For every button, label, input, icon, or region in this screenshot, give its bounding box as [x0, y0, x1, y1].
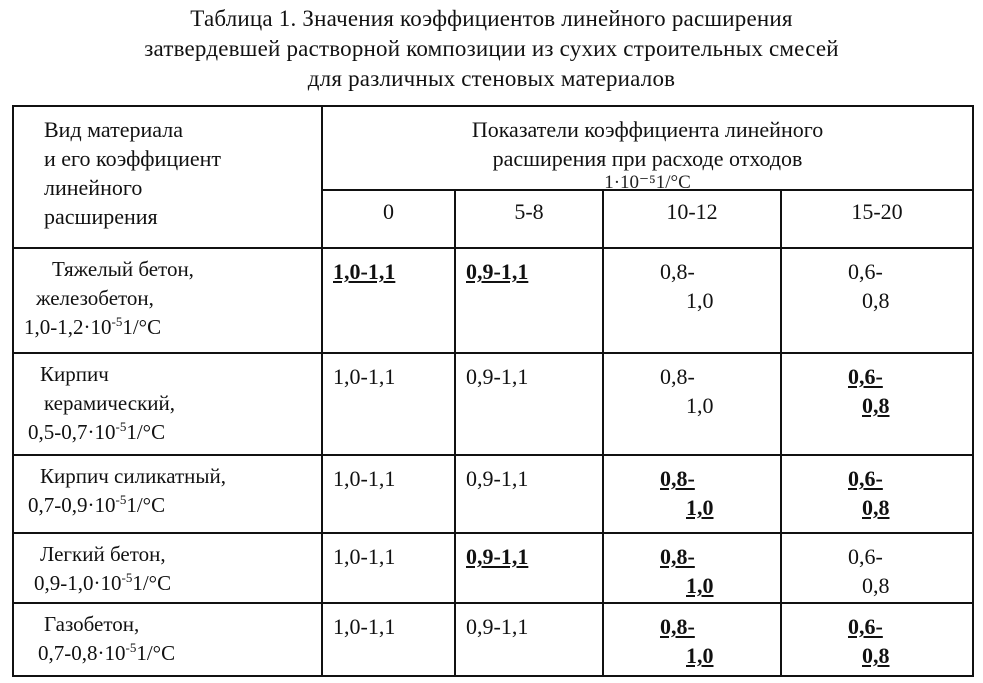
- value-cell: [322, 533, 455, 603]
- column-header-0: 0: [322, 190, 455, 248]
- material-name: Легкий бетон,: [40, 542, 166, 566]
- material-cell: [13, 353, 322, 455]
- value: 1,0: [686, 393, 714, 418]
- value: 0,8-: [660, 544, 695, 569]
- material-coefficient: $1,0-1,2\cdot 10^{-5}1/^\circ C$: [24, 314, 162, 339]
- value-cell: [603, 353, 781, 455]
- value: 0,6-: [848, 466, 883, 491]
- value-cell: [322, 603, 455, 676]
- value-cell: [781, 248, 973, 353]
- column-header-5-8: 5-8: [455, 190, 603, 248]
- value: 0,6-: [848, 364, 883, 389]
- material-coefficient: $0,7-0,9\cdot 10^{-5}1/^\circ C$: [28, 492, 166, 517]
- value-cell: [322, 248, 455, 353]
- value-cell: [455, 353, 603, 455]
- header-material-line: и его коэффициент: [44, 146, 222, 171]
- value: 0,8: [862, 573, 890, 598]
- value: 0,8-: [660, 364, 695, 389]
- value-cell: [455, 533, 603, 603]
- material-name: Газобетон,: [44, 612, 140, 636]
- header-group-line: расширения при расходе отходов: [492, 146, 803, 171]
- table-row: [13, 248, 973, 353]
- header-material: [13, 106, 322, 248]
- value: 1,0-1,1: [333, 259, 396, 284]
- value: 0,8-: [660, 259, 695, 284]
- coefficients-table: [12, 105, 974, 677]
- value: 0,8: [862, 393, 890, 418]
- table-row: [13, 455, 973, 533]
- value: 0,9-1,1: [466, 466, 529, 491]
- header-row-group: [13, 106, 973, 190]
- value: 0,9-1,1: [466, 259, 529, 284]
- value: 0,8: [862, 495, 890, 520]
- value: 0,8-: [660, 614, 695, 639]
- value: 0,9-1,1: [466, 364, 529, 389]
- value-cell: [781, 533, 973, 603]
- value: 0,8: [862, 288, 890, 313]
- value-cell: [455, 603, 603, 676]
- column-header-10-12: 10-12: [603, 190, 781, 248]
- header-material-line: расширения: [44, 204, 158, 229]
- value: 0,8: [862, 643, 890, 668]
- table-row: [13, 603, 973, 676]
- caption-line-3: для различных стеновых материалов: [307, 66, 676, 91]
- material-cell: [13, 455, 322, 533]
- column-header-15-20: 15-20: [781, 190, 973, 248]
- value: 0,8-: [660, 466, 695, 491]
- value-cell: [781, 455, 973, 533]
- material-coefficient: $0,5-0,7\cdot 10^{-5}1/^\circ C$: [28, 419, 166, 444]
- value: 0,9-1,1: [466, 614, 529, 639]
- value: 1,0-1,1: [333, 364, 396, 389]
- value-cell: [603, 248, 781, 353]
- header-group-unit: 1·10⁻⁵1/°C: [604, 172, 691, 193]
- value: 1,0: [686, 495, 714, 520]
- value: 1,0-1,1: [333, 466, 396, 491]
- material-name: железобетон,: [36, 286, 154, 310]
- table-row: [13, 533, 973, 603]
- value-cell: [781, 603, 973, 676]
- value: 1,0: [686, 288, 714, 313]
- material-name: Тяжелый бетон,: [52, 257, 194, 281]
- header-material-line: Вид материала: [44, 117, 183, 142]
- material-cell: [13, 248, 322, 353]
- value: 0,6-: [848, 259, 883, 284]
- value-cell: [603, 603, 781, 676]
- value-cell: [781, 353, 973, 455]
- value-cell: [455, 248, 603, 353]
- value-cell: [603, 533, 781, 603]
- caption-line-1: Таблица 1. Значения коэффициентов линейного расширения: [190, 6, 793, 31]
- material-cell: [13, 533, 322, 603]
- material-coefficient: $0,7-0,8\cdot 10^{-5}1/^\circ C$: [38, 640, 176, 665]
- header-material-line: линейного: [44, 175, 143, 200]
- header-coefficient-group: [322, 106, 973, 193]
- value: 0,6-: [848, 614, 883, 639]
- value: 1,0-1,1: [333, 544, 396, 569]
- value-cell: [455, 455, 603, 533]
- value: 1,0: [686, 643, 714, 668]
- value: 1,0-1,1: [333, 614, 396, 639]
- caption-line-2: затвердевшей растворной композиции из сухих строительных смесей: [144, 36, 839, 61]
- material-coefficient: $0,9-1,0\cdot 10^{-5}1/^\circ C$: [34, 570, 172, 595]
- value-cell: [603, 455, 781, 533]
- material-cell: [13, 603, 322, 676]
- material-name: керамический,: [44, 391, 176, 415]
- table-row: [13, 353, 973, 455]
- material-name: Кирпич силикатный,: [40, 464, 226, 488]
- value: 1,0: [686, 573, 714, 598]
- material-name: Кирпич: [40, 362, 109, 386]
- value-cell: [322, 455, 455, 533]
- table-caption: [0, 4, 983, 94]
- value: 0,9-1,1: [466, 544, 529, 569]
- header-group-line: Показатели коэффициента линейного: [471, 117, 824, 142]
- value-cell: [322, 353, 455, 455]
- value: 0,6-: [848, 544, 883, 569]
